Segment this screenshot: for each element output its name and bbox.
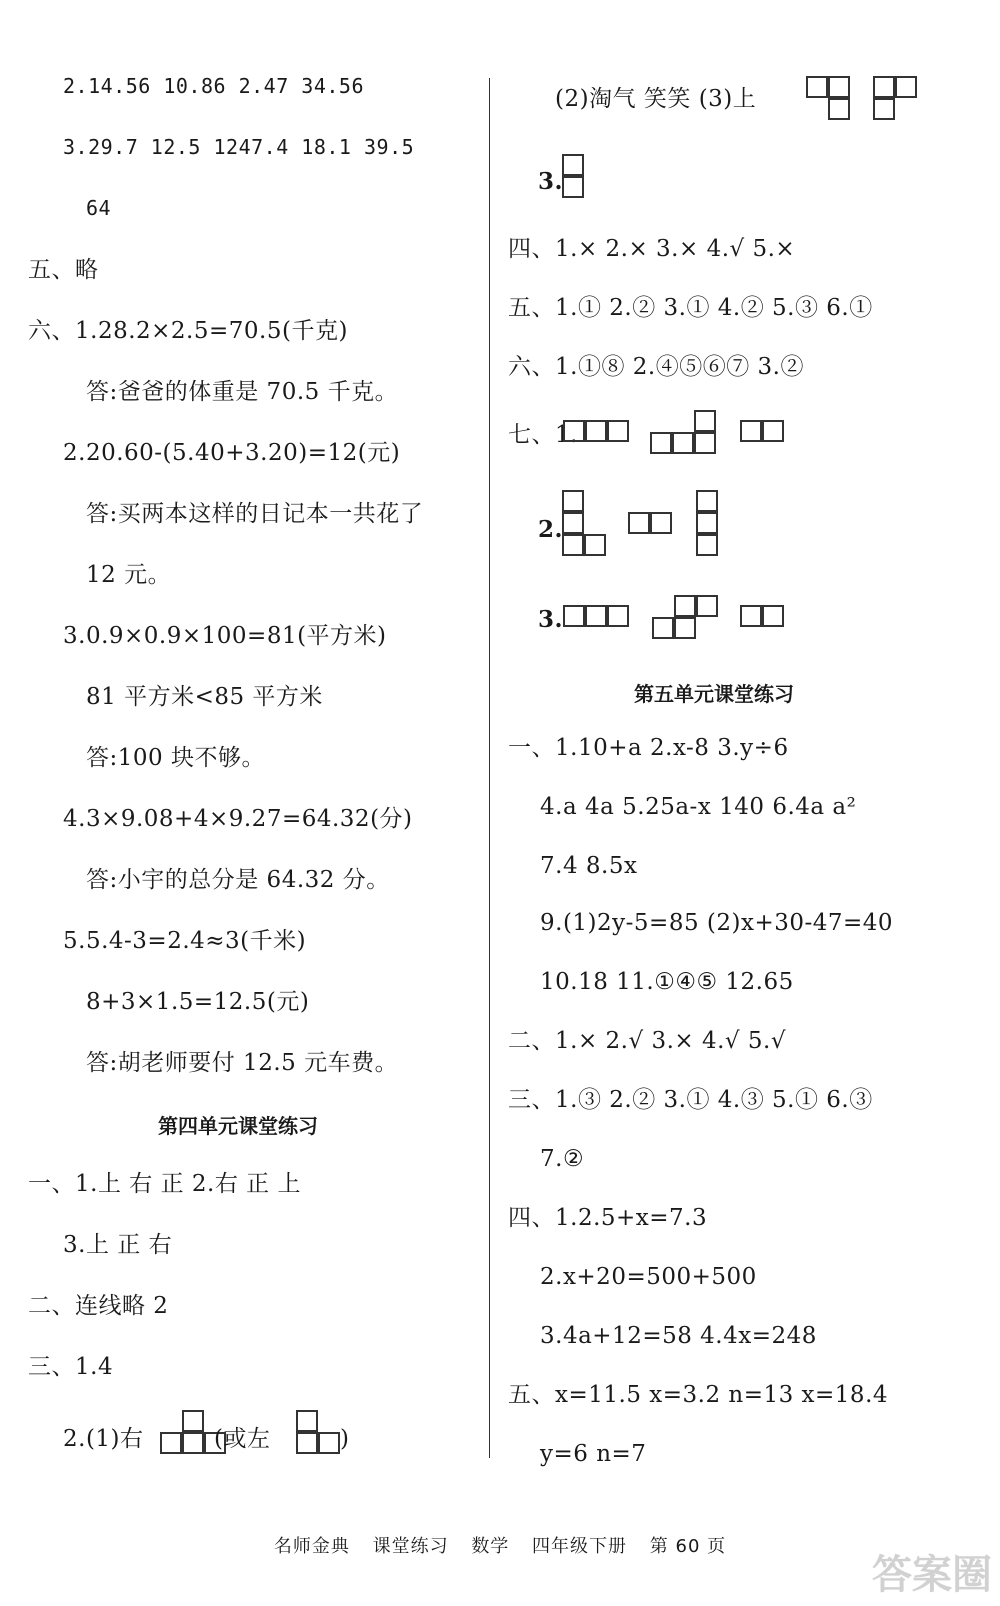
cube-view-figure	[696, 490, 720, 558]
cube-view-figure	[628, 512, 676, 536]
answer-line: 7.②	[540, 1146, 585, 1172]
cube-view-figure	[563, 420, 633, 444]
answer-line: (或左	[214, 1426, 271, 1452]
answer-line: 二、连线略 2	[28, 1293, 169, 1319]
answer-line: 答:100 块不够。	[86, 745, 265, 771]
answer-line: 3.	[538, 168, 564, 195]
answer-line: 3.29.7 12.5 1247.4 18.1 39.5	[63, 135, 415, 159]
answer-line: 三、1.③ 2.② 3.① 4.③ 5.① 6.③	[508, 1087, 873, 1113]
answer-line: 10.18 11.①④⑤ 12.65	[540, 969, 794, 995]
answer-line: 答:爸爸的体重是 70.5 千克。	[86, 379, 399, 405]
answer-line: 2.20.60-(5.40+3.20)=12(元)	[63, 440, 401, 466]
answer-line: 2.(1)右	[63, 1426, 144, 1452]
footer-brand: 名师金典	[273, 1536, 350, 1557]
column-divider	[489, 78, 490, 1458]
answer-line: 4.3×9.08+4×9.27=64.32(分)	[63, 806, 413, 832]
cube-view-figure	[652, 595, 722, 641]
answer-line: 81 平方米<85 平方米	[86, 684, 323, 710]
answer-line: )	[340, 1426, 350, 1452]
answer-line: 2.14.56 10.86 2.47 34.56	[63, 74, 364, 98]
answer-line: 12 元。	[86, 562, 172, 588]
cube-view-figure	[562, 154, 586, 200]
answer-line: 3.0.9×0.9×100=81(平方米)	[63, 623, 387, 649]
answer-line: 9.(1)2y-5=85 (2)x+30-47=40	[540, 910, 894, 936]
answer-line: 四、1.× 2.× 3.× 4.√ 5.×	[508, 236, 796, 262]
watermark-logo: 答案圈	[872, 1552, 992, 1598]
footer-grade: 四年级下册	[532, 1536, 628, 1557]
answer-line: 一、1.上 右 正 2.右 正 上	[28, 1171, 301, 1197]
answer-line: 8+3×1.5=12.5(元)	[86, 989, 310, 1015]
answer-line: 二、1.× 2.√ 3.× 4.√ 5.√	[508, 1028, 786, 1054]
cube-view-figure	[806, 76, 854, 122]
answer-line: 64	[86, 196, 112, 220]
answer-line: 三、1.4	[28, 1354, 114, 1380]
cube-view-figure	[562, 490, 610, 558]
answer-line: 四、1.2.5+x=7.3	[508, 1205, 708, 1231]
answer-line: 3.上 正 右	[63, 1232, 173, 1258]
answer-line: 七、1.	[508, 422, 578, 448]
cube-view-figure	[873, 76, 921, 122]
cube-view-figure	[740, 605, 788, 629]
footer-page-number: 第 60 页	[649, 1536, 727, 1557]
answer-line: 3.4a+12=58 4.4x=248	[540, 1323, 817, 1349]
answer-line: (2)淘气 笑笑 (3)上	[555, 86, 757, 112]
answer-line: 3.	[538, 606, 564, 633]
footer-series: 课堂练习	[372, 1536, 449, 1557]
cube-view-figure	[740, 420, 788, 444]
answer-line: 5.5.4-3=2.4≈3(千米)	[63, 928, 307, 954]
answer-line: 六、1.①⑧ 2.④⑤⑥⑦ 3.②	[508, 354, 804, 380]
answer-line: 五、1.① 2.② 3.① 4.② 5.③ 6.①	[508, 295, 873, 321]
answer-line: y=6 n=7	[540, 1441, 647, 1467]
answer-line: 2.	[538, 516, 564, 543]
answer-line: 答:买两本这样的日记本一共花了	[86, 501, 424, 527]
answer-line: 五、略	[28, 257, 99, 283]
cube-view-figure	[650, 410, 720, 456]
answer-line: 答:胡老师要付 12.5 元车费。	[86, 1050, 399, 1076]
answer-line: 一、1.10+a 2.x-8 3.y÷6	[508, 735, 789, 761]
answer-line: 4.a 4a 5.25a-x 140 6.4a a²	[540, 794, 857, 820]
answer-line: 六、1.28.2×2.5=70.5(千克)	[28, 318, 348, 344]
answer-line: 五、x=11.5 x=3.2 n=13 x=18.4	[508, 1382, 889, 1408]
answer-line: 2.x+20=500+500	[540, 1264, 757, 1290]
answer-line: 答:小宇的总分是 64.32 分。	[86, 867, 390, 893]
footer-subject: 数学	[471, 1536, 510, 1557]
answer-line: 7.4 8.5x	[540, 853, 638, 879]
section-title-unit5: 第五单元课堂练习	[634, 682, 794, 706]
cube-view-figure	[563, 605, 633, 629]
cube-view-figure	[296, 1410, 344, 1454]
section-title-unit4: 第四单元课堂练习	[158, 1114, 318, 1138]
page-footer	[0, 1532, 1000, 1558]
